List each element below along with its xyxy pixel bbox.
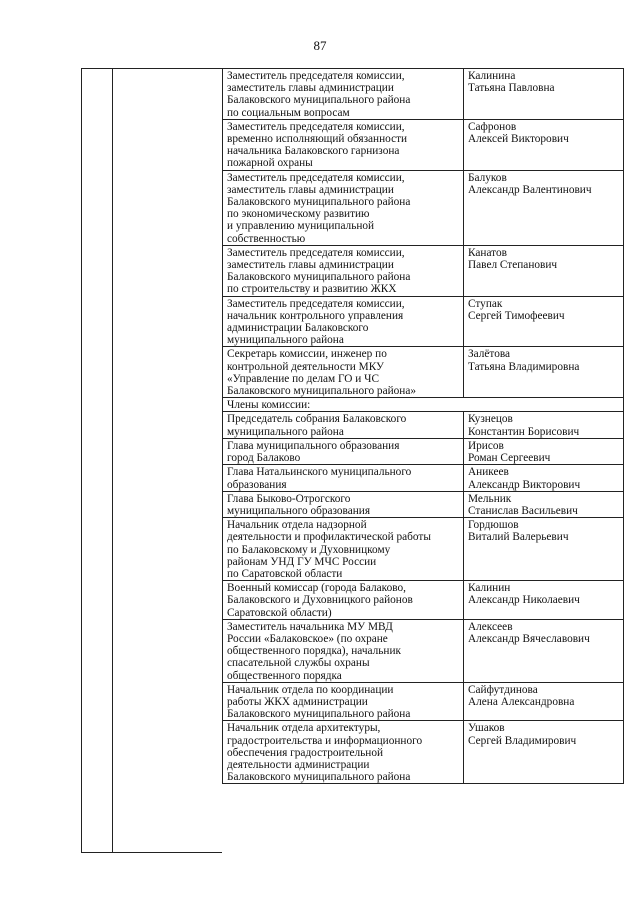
text-line: обеспечения градостроительной — [227, 746, 384, 759]
person-name-cell — [464, 170, 624, 245]
person-name-cell — [464, 438, 624, 464]
empty-column-blank — [112, 68, 222, 853]
text-line: Сафронов — [468, 120, 517, 133]
position-cell — [223, 619, 464, 682]
text-line: Секретарь комиссии, инженер по — [227, 348, 387, 361]
text-line: Калинина — [468, 70, 516, 82]
text-line: муниципального образования — [227, 504, 371, 517]
text-line: Канатов — [468, 246, 507, 259]
person-name-cell — [464, 412, 624, 438]
text-line: Балаковского и Духовницкого районов — [227, 594, 413, 607]
text-line: общественного порядка — [227, 669, 342, 682]
text-line: Глава Быково-Отрогского — [227, 492, 351, 505]
text-line: Балаковского муниципального района — [227, 708, 411, 721]
text-line: по строительству и развитию ЖКХ — [227, 283, 397, 296]
text-line: город Балаково — [227, 452, 301, 465]
text-line: деятельности и профилактической работы — [227, 531, 431, 544]
text-line: Ушаков — [468, 722, 505, 735]
person-name-cell — [464, 518, 624, 581]
text-line: Роман Сергеевич — [468, 452, 551, 465]
text-line: Александр Вячеславович — [468, 632, 590, 645]
text-line: по Саратовской области — [227, 567, 343, 580]
filler-row — [223, 784, 624, 853]
text-line: Ступак — [468, 297, 503, 310]
position-cell — [223, 438, 464, 464]
position-cell — [223, 347, 464, 398]
text-line: заместитель главы администрации — [227, 82, 394, 95]
text-line: Сайфутдинова — [468, 683, 538, 696]
text-line: администрации Балаковского — [227, 322, 369, 335]
text-line: Балаковского муниципального района — [227, 196, 411, 209]
text-line: Сергей Владимирович — [468, 734, 577, 747]
text-line: пожарной охраны — [227, 157, 313, 170]
person-name-cell — [464, 296, 624, 347]
table-row — [223, 619, 624, 682]
table-row — [223, 245, 624, 296]
text-line: Александр Валентинович — [468, 183, 592, 196]
position-cell — [223, 491, 464, 517]
table-row — [223, 69, 624, 120]
table-row — [223, 465, 624, 491]
position-cell — [223, 412, 464, 438]
person-name-cell — [464, 491, 624, 517]
position-cell — [223, 581, 464, 620]
text-line: градостроительства и информационного — [227, 734, 423, 747]
table-row — [223, 347, 624, 398]
position-cell — [223, 518, 464, 581]
text-line: России «Балаковское» (по охране — [227, 632, 388, 645]
table-row — [223, 412, 624, 438]
text-line: Станислав Васильевич — [468, 504, 578, 517]
text-line: Заместитель начальника МУ МВД — [227, 620, 393, 633]
text-line: «Управление по делам ГО и ЧС — [227, 372, 380, 385]
person-name-cell — [464, 69, 624, 120]
text-line: Сергей Тимофеевич — [468, 309, 565, 322]
person-name-cell — [464, 721, 624, 784]
text-line: Заместитель председателя комиссии, — [227, 70, 405, 82]
text-line: Татьяна Павловна — [468, 82, 555, 95]
position-cell — [223, 721, 464, 784]
person-name-cell — [464, 581, 624, 620]
text-line: Залётова — [468, 348, 511, 361]
text-line: Балаковского муниципального района — [227, 271, 411, 284]
text-line: районам УНД ГУ МЧС России — [227, 555, 377, 568]
text-line: заместитель главы администрации — [227, 183, 394, 196]
text-line: муниципального района — [227, 425, 344, 438]
text-line: Балаковского муниципального района — [227, 771, 411, 784]
position-cell — [223, 69, 464, 120]
text-line: по Балаковскому и Духовницкому — [227, 543, 391, 556]
text-line: Военный комиссар (города Балаково, — [227, 582, 406, 595]
person-name-cell — [464, 682, 624, 721]
text-line: Аникеев — [468, 466, 509, 479]
text-line: общественного порядка), начальник — [227, 645, 401, 658]
table-row — [223, 170, 624, 245]
person-name-cell — [464, 465, 624, 491]
person-name-cell — [464, 347, 624, 398]
position-cell — [223, 245, 464, 296]
text-line: спасательной службы охраны — [227, 657, 370, 670]
text-line: Заместитель председателя комиссии, — [227, 246, 405, 259]
text-line: Алексеев — [468, 620, 513, 633]
text-line: Начальник отдела надзорной — [227, 519, 367, 532]
text-line: Мельник — [468, 492, 512, 505]
text-line: временно исполняющий обязанности — [227, 133, 408, 146]
text-line: Саратовской области) — [227, 606, 332, 619]
text-line: Павел Степанович — [468, 259, 558, 272]
person-name-cell — [464, 119, 624, 170]
text-line: заместитель главы администрации — [227, 259, 394, 272]
text-line: начальник контрольного управления — [227, 309, 404, 322]
text-line: Начальник отдела по координации — [227, 683, 394, 696]
commission-members-table — [222, 68, 624, 853]
position-cell — [223, 682, 464, 721]
table-row — [223, 491, 624, 517]
text-line: Константин Борисович — [468, 425, 580, 438]
text-line: Балуков — [468, 171, 507, 184]
person-name-cell — [464, 245, 624, 296]
text-line: и управлению муниципальной — [227, 220, 375, 233]
text-line: Начальник отдела архитектуры, — [227, 722, 381, 735]
text-line: начальника Балаковского гарнизона — [227, 145, 400, 158]
text-line: Кузнецов — [468, 413, 513, 426]
text-line: Александр Викторович — [468, 478, 581, 491]
text-line: Заместитель председателя комиссии, — [227, 120, 405, 133]
text-line: Балаковского муниципального района» — [227, 385, 416, 398]
text-line: по социальным вопросам — [227, 106, 350, 119]
text-line: Председатель собрания Балаковского — [227, 413, 407, 426]
section-row — [223, 398, 624, 412]
table-row — [223, 296, 624, 347]
text-line: собственностью — [227, 232, 306, 245]
text-line: Гордюшов — [468, 519, 519, 532]
commission-table — [81, 68, 623, 853]
position-cell — [223, 119, 464, 170]
text-line: Глава Натальинского муниципального — [227, 466, 412, 479]
text-line: контрольной деятельности МКУ — [227, 360, 385, 373]
text-line: Алена Александровна — [468, 695, 575, 708]
text-line: Калинин — [468, 582, 511, 595]
text-line: Алексей Викторович — [468, 133, 569, 146]
text-line: Балаковского муниципального района — [227, 94, 411, 107]
text-line: Заместитель председателя комиссии, — [227, 297, 405, 310]
table-row — [223, 721, 624, 784]
person-name-cell — [464, 619, 624, 682]
text-line: работы ЖКХ администрации — [227, 695, 368, 708]
page-number: 87 — [313, 38, 327, 53]
text-line: Татьяна Владимировна — [468, 360, 580, 373]
section-label: Члены комиссии: — [223, 398, 624, 412]
text-line: деятельности администрации — [227, 758, 370, 771]
table-row — [223, 682, 624, 721]
empty-column-number — [81, 68, 112, 853]
text-line: Виталий Валерьевич — [468, 531, 569, 544]
table-row — [223, 438, 624, 464]
table-row — [223, 518, 624, 581]
text-line: Ирисов — [468, 439, 504, 452]
table-row — [223, 119, 624, 170]
position-cell — [223, 465, 464, 491]
text-line: Александр Николаевич — [468, 594, 580, 607]
text-line: Глава муниципального образования — [227, 439, 400, 452]
text-line: образования — [227, 478, 287, 491]
table-row — [223, 581, 624, 620]
position-cell — [223, 170, 464, 245]
text-line: по экономическому развитию — [227, 208, 370, 221]
text-line: Заместитель председателя комиссии, — [227, 171, 405, 184]
text-line: муниципального района — [227, 334, 344, 347]
position-cell — [223, 296, 464, 347]
